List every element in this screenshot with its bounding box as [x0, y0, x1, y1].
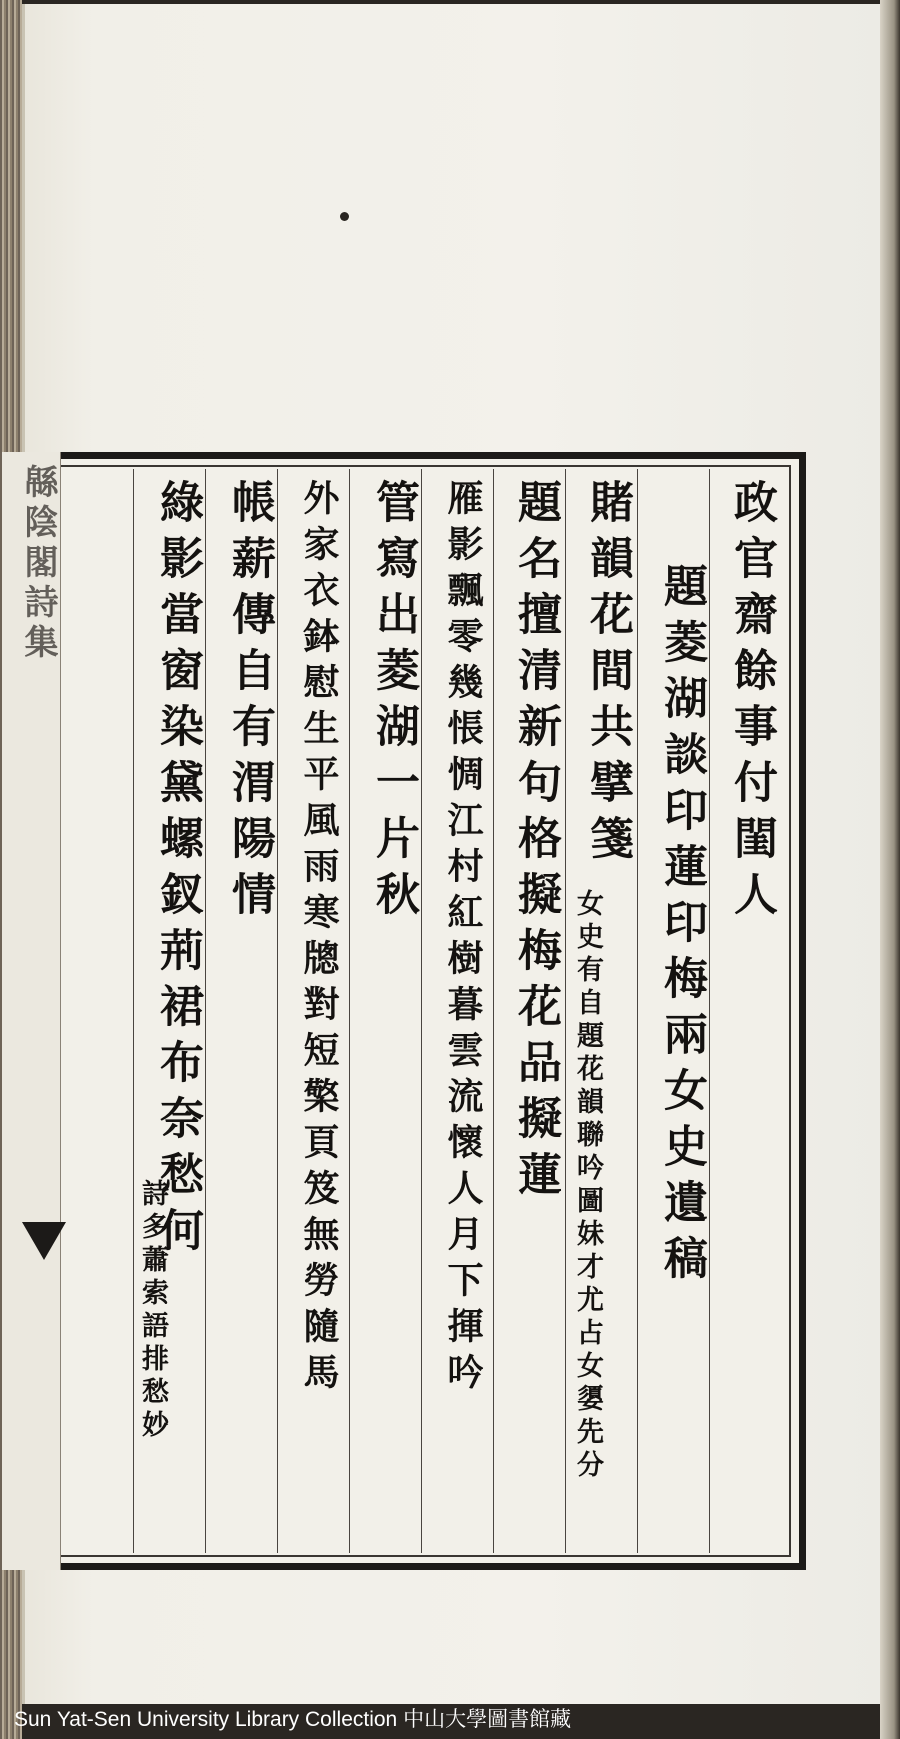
spine-title: 緜陰閣詩集	[18, 464, 58, 664]
column-rule	[709, 469, 710, 1553]
column-rule	[565, 469, 566, 1553]
text-column-7: 外家衣鉢慰生平風雨寒牕對短檠頁笈無勞隨馬	[298, 479, 340, 1399]
text-column-1: 政官齋餘事付閨人	[726, 479, 777, 927]
page-right-edge	[880, 0, 900, 1739]
column-rule	[493, 469, 494, 1553]
text-column-9: 綠影當窗染黛螺釵荊裙布奈愁何	[152, 479, 203, 1263]
collection-caption: Sun Yat-Sen University Library Collection 中山大學圖書館藏	[14, 1708, 572, 1731]
column-rule	[277, 469, 278, 1553]
text-column-2: 題菱湖談印蓮印梅兩女史遺稿	[656, 563, 707, 1291]
text-column-6: 管寫出菱湖一片秋	[368, 479, 419, 927]
text-column-5: 雁影飄零幾悵惆江村紅樹暮雲流懷人月下揮吟	[442, 479, 484, 1399]
column-rule	[421, 469, 422, 1553]
text-block-frame	[30, 452, 806, 1570]
fishtail-mark	[22, 1222, 66, 1260]
text-column-8: 帳薪傳自有渭陽情	[224, 479, 275, 927]
column-rule	[349, 469, 350, 1553]
text-column-3: 賭韻花間共擘箋	[582, 479, 633, 871]
column-rule	[205, 469, 206, 1553]
column-rule	[637, 469, 638, 1553]
fold-center-spine	[2, 452, 61, 1570]
column-rule	[133, 469, 134, 1553]
annotation-column-3: 女史有自題花韻聯吟圖妹才尤占女嬃先分	[572, 889, 604, 1483]
text-column-4: 題名擅清新句格擬梅花品擬蓮	[510, 479, 561, 1207]
ink-speck	[340, 212, 349, 221]
annotation-column-9: 詩多蕭索語排愁妙	[137, 1179, 169, 1443]
